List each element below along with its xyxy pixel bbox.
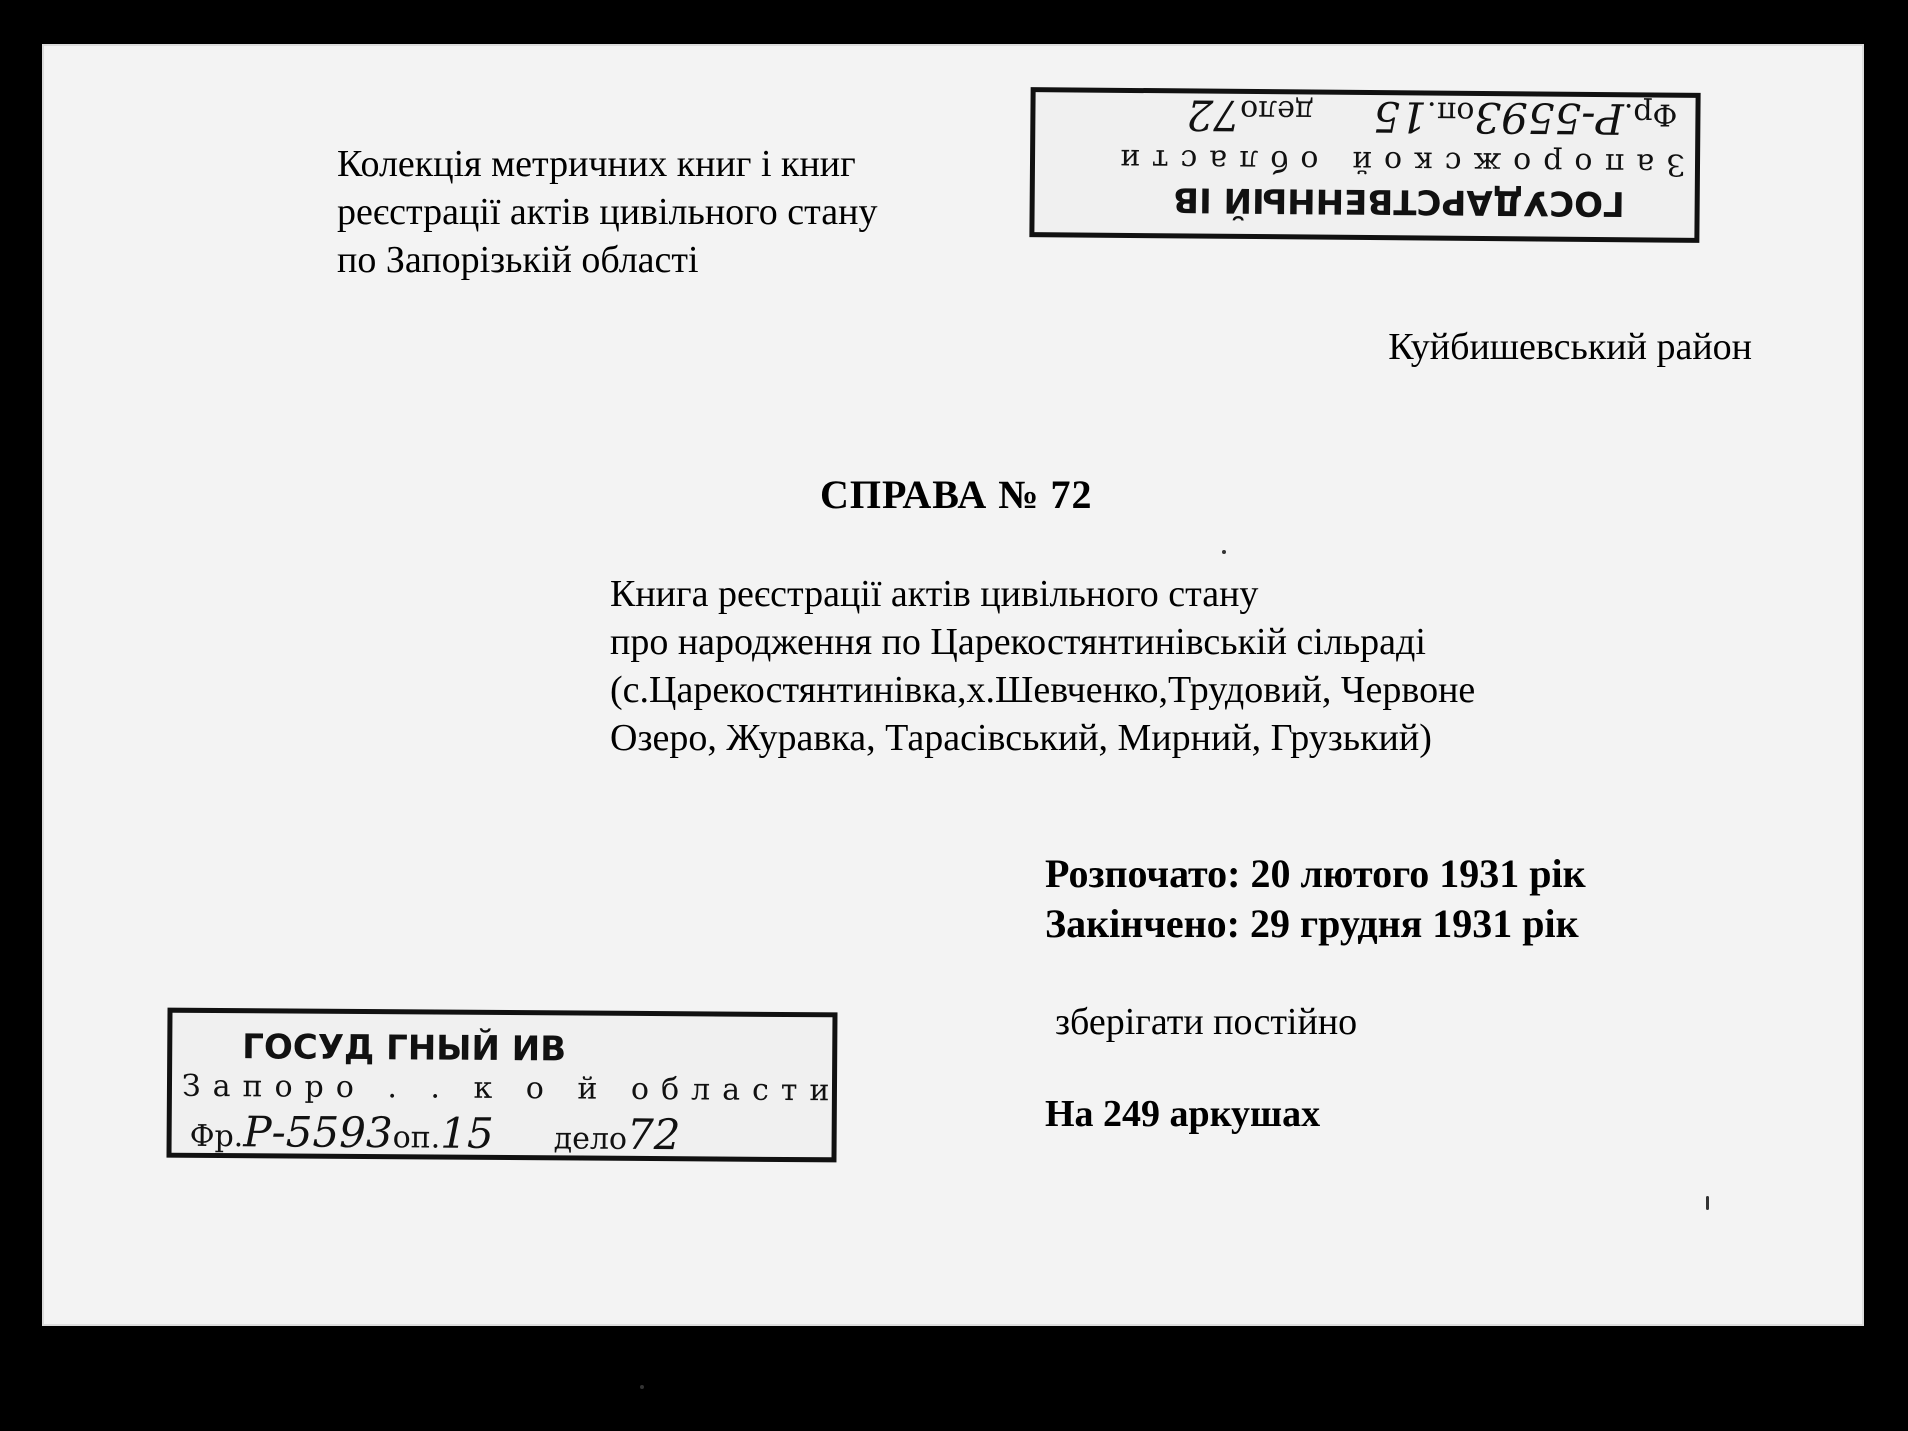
stamp-top-fond-prefix: Фр. — [1623, 96, 1678, 132]
description-line-1: Книга реєстрації актів цивільного стану — [610, 573, 1259, 615]
stamp-bottom-line-3 — [189, 1107, 680, 1159]
stamp-bottom-line-2: Запоро . . к о й области — [181, 1068, 842, 1109]
stamp-top-line-3 — [1186, 90, 1677, 143]
stamp-top-fond-value: Р-5593 — [1474, 92, 1624, 144]
description-line-4: Озеро, Журавка, Тарасівський, Мирний, Грузький) — [610, 717, 1432, 759]
speck — [1222, 550, 1226, 554]
sheet-count: На 249 аркушах — [1045, 1093, 1321, 1135]
stamp-bottom-fond-prefix: Фр. — [189, 1118, 244, 1155]
book-description — [610, 570, 1475, 762]
speck — [1706, 1196, 1709, 1210]
collection-heading-line-2: реєстрації актів цивільного стану — [337, 191, 878, 233]
district-label: Куйбишевський район — [1388, 326, 1752, 368]
stamp-top-opis-value: 15 — [1373, 92, 1428, 142]
case-title: СПРАВА № 72 — [820, 472, 1093, 517]
stamp-top-line-1: ГОСУДАРСТВЕННЫЙ IВ — [1172, 179, 1625, 224]
stamp-top-opis-prefix: оп. — [1426, 94, 1475, 130]
collection-heading-line-3: по Запорізькій області — [337, 239, 699, 281]
stamp-top-delo-prefix: дело — [1239, 92, 1314, 129]
stamp-top-delo-value: 72 — [1186, 90, 1241, 140]
description-line-2: про народження по Царекостянтинівській сільраді — [610, 621, 1426, 663]
description-line-3: (с.Царекостянтинівка,х.Шевченко,Трудовий, Червоне — [610, 669, 1476, 711]
collection-heading-line-1: Колекція метричних книг і книг — [337, 143, 856, 185]
archive-stamp-bottom — [166, 1008, 842, 1163]
stamp-top-line-2: Запорожской области — [1107, 141, 1686, 182]
archive-stamp-top — [1029, 87, 1700, 243]
stamp-bottom-delo-prefix: дело — [553, 1121, 628, 1157]
collection-heading — [337, 140, 877, 284]
stamp-bottom-opis-prefix: оп. — [392, 1120, 441, 1156]
stamp-bottom-fond-value: Р-5593 — [243, 1107, 393, 1158]
date-range — [1045, 849, 1586, 949]
stamp-bottom-opis-value: 15 — [440, 1108, 494, 1158]
date-started: Розпочато: 20 лютого 1931 рік — [1045, 851, 1586, 896]
speck — [640, 1385, 644, 1389]
stamp-bottom-delo-value: 72 — [626, 1109, 681, 1160]
retention-note: зберігати постійно — [1055, 1001, 1358, 1043]
date-finished: Закінчено: 29 грудня 1931 рік — [1045, 901, 1579, 946]
stamp-bottom-line-1: ГОСУД ГНЫЙ ИВ — [242, 1027, 567, 1070]
